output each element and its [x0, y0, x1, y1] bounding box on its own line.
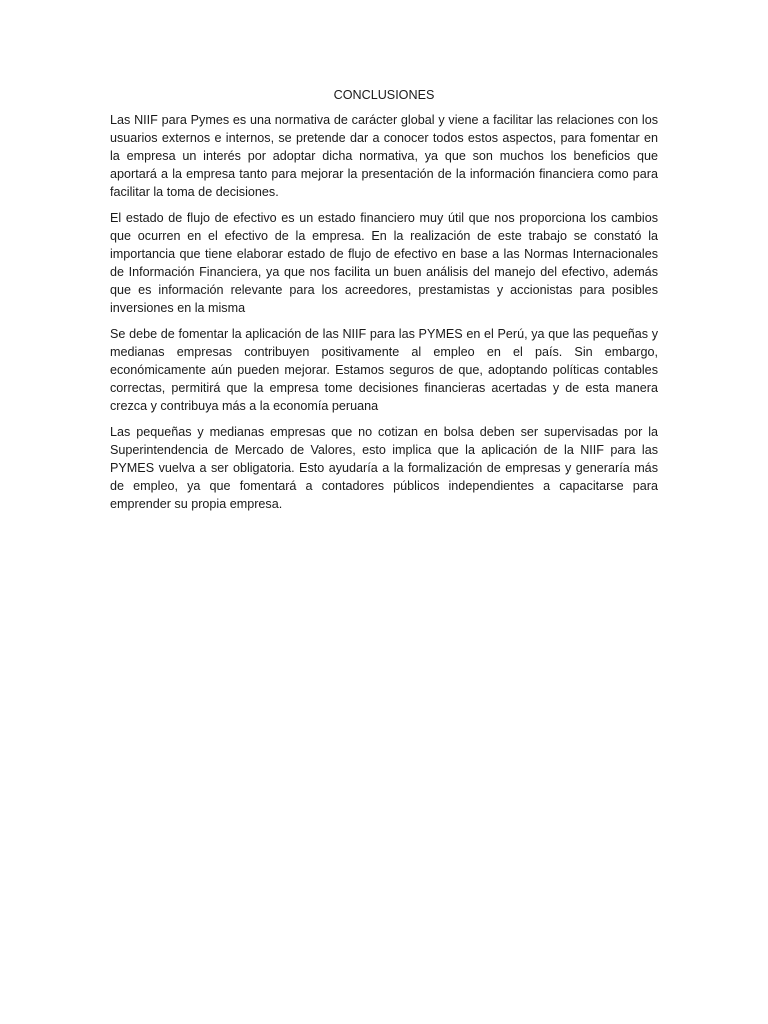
- paragraph-supervision: Las pequeñas y medianas empresas que no cotizan en bolsa deben ser supervisadas por la Superintendencia de Mercado de Valores, esto implica que la aplicación de la NIIF para las PYMES vuelva a ser obligatoria. Esto ayudaría a la formalización de empresas y generaría más de empleo, ya que fomentará a contadores públicos independientes a capacitarse para emprender su propia empresa.: [110, 425, 658, 511]
- document-page: [110, 86, 658, 521]
- paragraph-flujo-efectivo: El estado de flujo de efectivo es un estado financiero muy útil que nos proporciona los cambios que ocurren en el efectivo de la empresa. En la realización de este trabajo se constató la importancia que tiene elaborar estado de flujo de efectivo en base a las Normas Internacionales de Información Financiera, ya que nos facilita un buen análisis del manejo del efectivo, además que es información relevante para los acreedores, prestamistas y accionistas para posibles inversiones en la misma: [110, 211, 658, 315]
- document-title: CONCLUSIONES: [333, 88, 435, 102]
- paragraph-fomentar-niif: Se debe de fomentar la aplicación de las NIIF para las PYMES en el Perú, ya que las pequeñas y medianas empresas contribuyen positivamente al empleo en el país. Sin embargo, económicamente aún pueden mejorar. Estamos seguros de que, adoptando políticas contables correctas, permitirá que la empresa tome decisiones financieras acertadas y de esta manera crezca y contribuya más a la economía peruana: [110, 327, 658, 413]
- paragraph-niif-pymes: Las NIIF para Pymes es una normativa de carácter global y viene a facilitar las relaciones con los usuarios externos e internos, se pretende dar a conocer todos estos aspectos, para fomentar en la empresa un interés por adoptar dicha normativa, ya que son muchos los beneficios que aportará a la empresa tanto para mejorar la presentación de la información financiera como para facilitar la toma de decisiones.: [110, 113, 658, 199]
